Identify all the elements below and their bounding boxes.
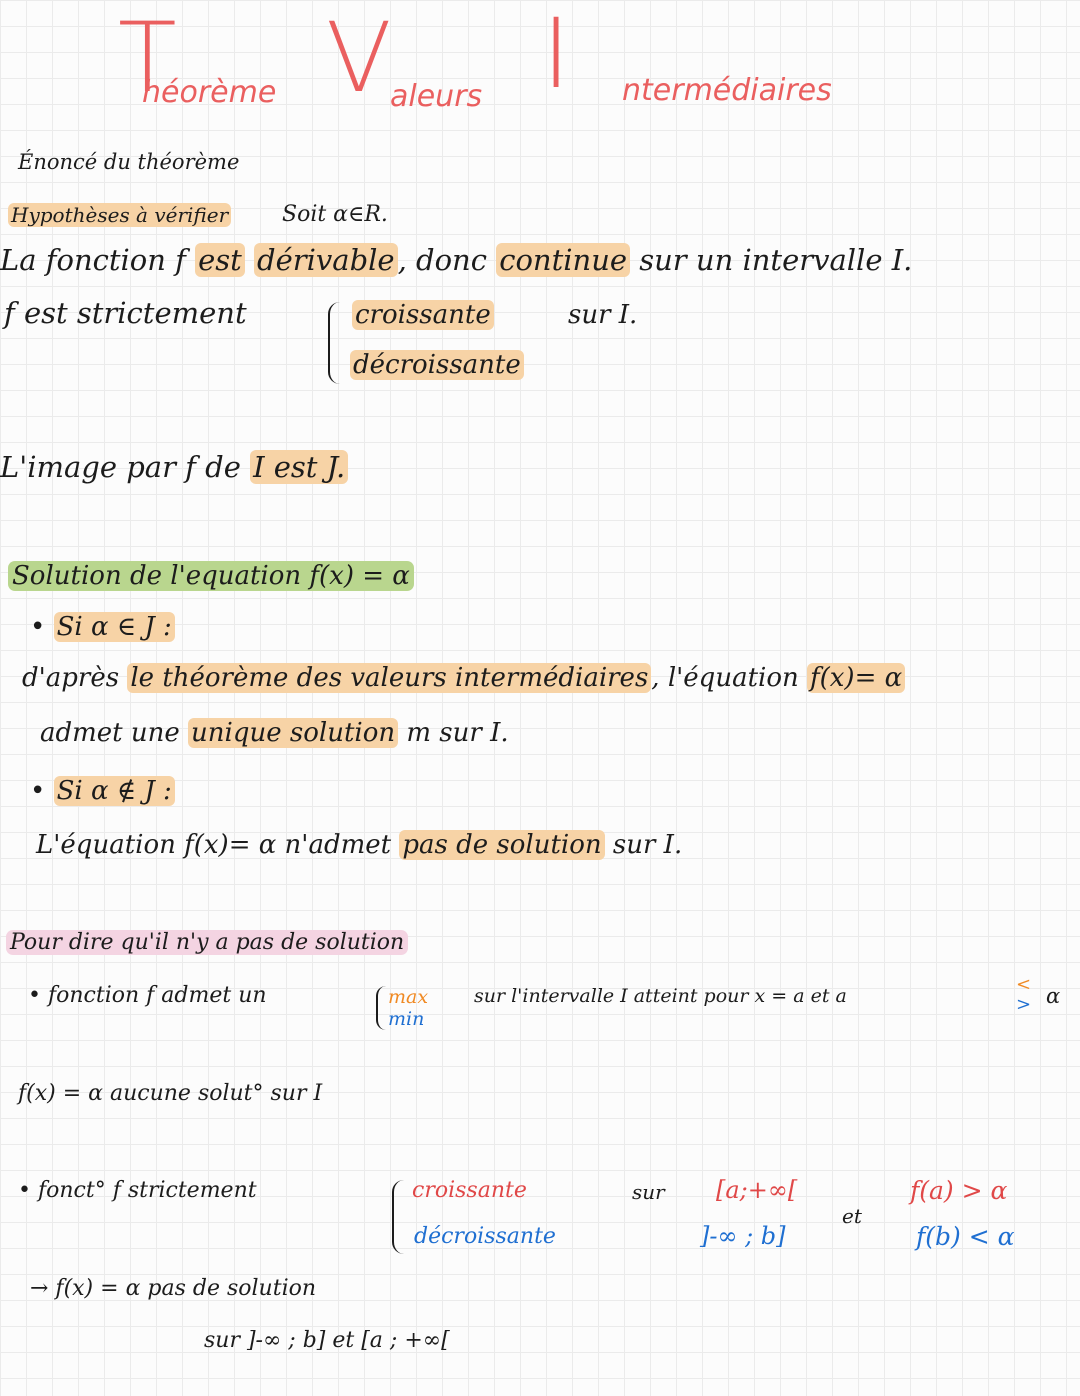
case1-line-1	[22, 663, 905, 693]
image-line	[0, 450, 348, 484]
image-text: L'image par f de	[0, 450, 241, 484]
sur-i: sur I.	[568, 300, 638, 330]
image-is-j: I est J.	[250, 450, 348, 484]
enonce-heading: Énoncé du théorème	[18, 150, 240, 174]
brace-max-min	[376, 986, 386, 1030]
case1-unique-solution: unique solution	[188, 718, 398, 748]
case1-equation: f(x)= α	[807, 663, 905, 693]
decroissante-item	[350, 350, 524, 380]
case1-tvi: le théorème des valeurs intermédiaires	[127, 663, 651, 693]
bullet2-fonct: fonct° f strictement	[37, 1178, 257, 1203]
solution-heading-text: Solution de l'equation f(x) = α	[8, 561, 414, 591]
page-title	[0, 0, 1080, 120]
hyp1-continue: continue	[496, 243, 630, 277]
case2-label-text: Si α ∉ J :	[54, 776, 175, 806]
hypotheses-label	[8, 203, 231, 228]
result-2-line-2: sur ]-∞ ; b] et [a ; +∞[	[204, 1328, 450, 1353]
condition-fb: f(b) < α	[916, 1222, 1015, 1251]
bullet2-text	[18, 1178, 257, 1203]
no-solution-heading-text: Pour dire qu'il n'y a pas de solution	[6, 930, 408, 955]
hyp1-est: est	[195, 243, 245, 277]
result-2-line-1: → f(x) = α pas de solution	[30, 1276, 317, 1301]
max-label: max	[388, 986, 429, 1008]
case1-label	[30, 612, 175, 642]
title-word-intermediaires: ntermédiaires	[622, 73, 832, 108]
croissante-item	[352, 300, 494, 330]
bullet-dot: •	[18, 1178, 38, 1203]
case2-label	[30, 776, 175, 806]
title-letter-i: I	[542, 0, 571, 110]
case1-label-text: Si α ∈ J :	[54, 612, 175, 642]
sur-label: sur	[632, 1180, 665, 1204]
title-word-valeurs: aleurs	[390, 79, 483, 114]
case1-dapres: d'après	[22, 663, 120, 693]
croissante-text: croissante	[352, 300, 494, 330]
decroissante-text: décroissante	[350, 350, 524, 380]
min-label: min	[388, 1008, 425, 1030]
hypothesis-line-2: f est strictement	[4, 296, 247, 330]
bullet1-fonction: fonction f admet un	[47, 983, 267, 1008]
decroissante-blue: décroissante	[414, 1224, 556, 1249]
greater-than-sign: >	[1016, 994, 1032, 1015]
bullet1-text	[28, 983, 267, 1008]
hypothesis-line-1	[0, 243, 912, 277]
case2-equation: L'équation f(x)= α n'admet	[36, 830, 392, 860]
hyp1-derivable: dérivable	[254, 243, 398, 277]
brace-monotonie	[328, 302, 342, 384]
brace-croissante-decroissante	[392, 1180, 406, 1254]
hyp1-intervalle: sur un intervalle I.	[639, 243, 913, 277]
solution-heading	[8, 561, 414, 591]
croissante-red: croissante	[412, 1178, 527, 1203]
case2-pas-de-solution: pas de solution	[399, 830, 604, 860]
alpha-symbol: α	[1046, 984, 1061, 1008]
condition-fa: f(a) > α	[910, 1176, 1008, 1205]
case2-sur-i: sur I.	[612, 830, 683, 860]
hypotheses-label-text: Hypothèses à vérifier	[8, 203, 231, 227]
no-solution-heading	[6, 930, 408, 955]
et-label: et	[842, 1204, 862, 1228]
less-than-sign: <	[1016, 974, 1032, 995]
case1-line-2	[40, 718, 509, 748]
result-1: f(x) = α aucune solut° sur I	[18, 1081, 323, 1106]
soit-alpha: Soit α∈R.	[282, 202, 388, 227]
title-letter-t: T	[118, 2, 177, 114]
case1-lequation: , l'équation	[651, 663, 799, 693]
hyp1-fonction: La fonction f	[0, 243, 186, 277]
case2-line	[36, 830, 682, 860]
interval-a-plus-inf: [a;+∞[	[716, 1176, 798, 1204]
hyp1-donc: , donc	[397, 243, 487, 277]
title-word-theoreme: héorème	[142, 75, 277, 110]
case1-admet: admet une	[40, 718, 180, 748]
title-letter-v: V	[326, 2, 392, 114]
bullet-dot: •	[30, 776, 54, 806]
interval-minus-inf-b: ]-∞ ; b]	[700, 1222, 786, 1250]
bullet-dot: •	[28, 983, 48, 1008]
case1-sur-i: m sur I.	[406, 718, 509, 748]
bullet-dot: •	[30, 612, 54, 642]
bullet1-atteint: sur l'intervalle I atteint pour x = a et a	[474, 985, 847, 1007]
